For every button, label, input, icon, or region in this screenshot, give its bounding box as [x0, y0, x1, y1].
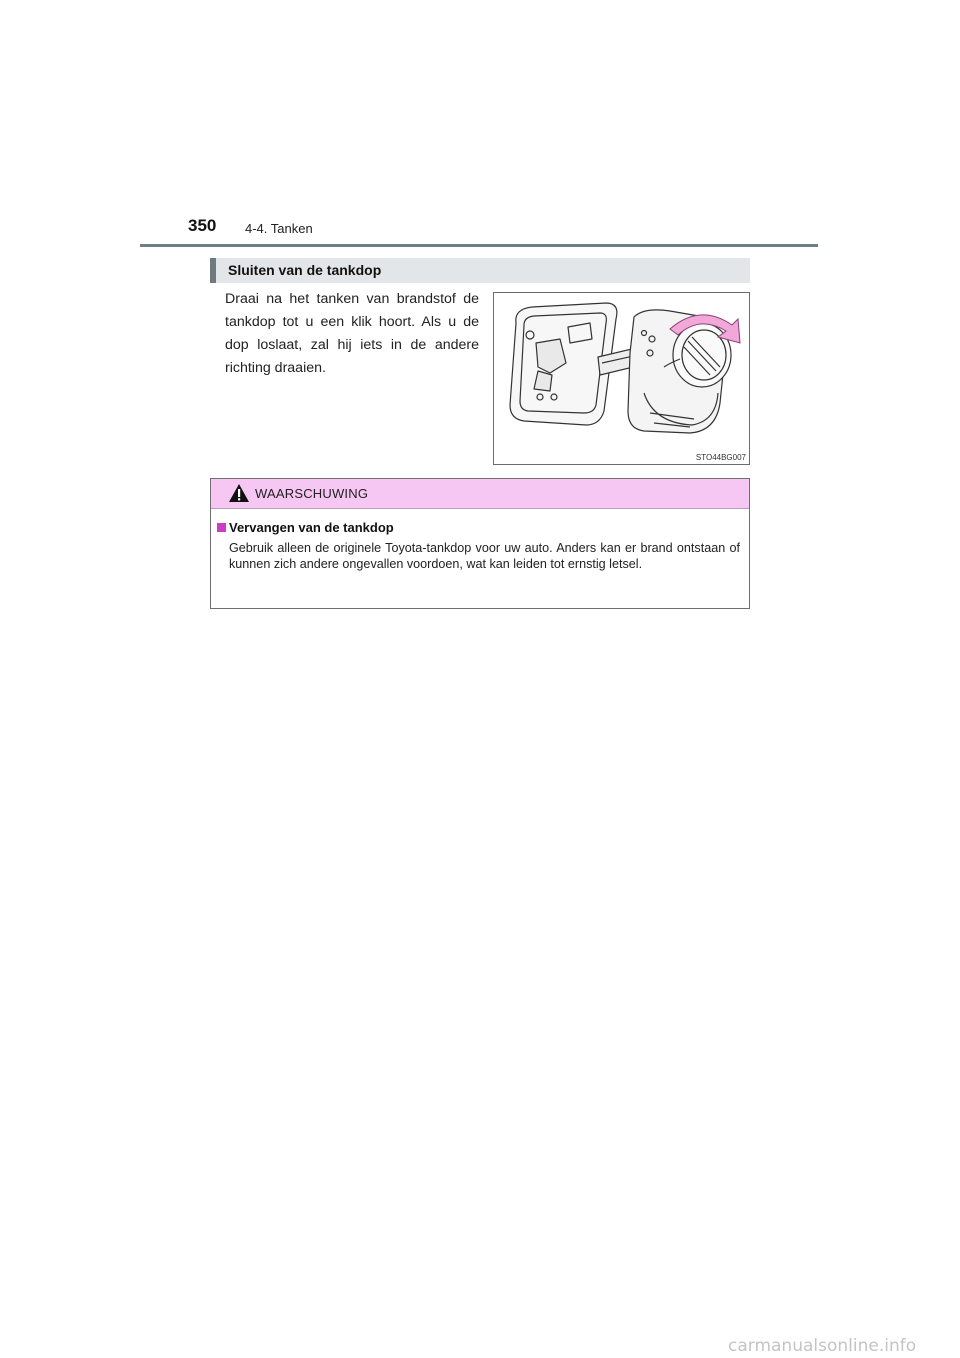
warning-item-text: Gebruik alleen de originele Toyota-tankdop voor uw auto. Anders kan er brand ontstaan of kunnen zich andere ongevallen voordoen, wat kan leiden tot ernstig letsel. — [229, 541, 740, 571]
header-divider — [140, 244, 818, 247]
figure-code: STO44BG007 — [695, 453, 746, 462]
watermark: carmanualsonline.info — [728, 1336, 917, 1356]
warning-title: WAARSCHUWING — [255, 486, 369, 501]
fuel-door-drawing — [494, 293, 749, 464]
square-bullet-icon — [217, 523, 226, 532]
section-title: Sluiten van de tankdop — [228, 262, 382, 278]
section-heading-bar — [210, 258, 750, 283]
warning-item-title: Vervangen van de tankdop — [229, 520, 394, 535]
instruction-text: Draai na het tanken van brandstof de tankdop tot u een klik hoort. Als u de dop loslaat, zal hij iets in de andere richting draaien. — [225, 291, 479, 376]
warning-box — [210, 478, 750, 609]
warning-header — [211, 479, 749, 509]
fuel-cap-illustration — [493, 292, 750, 465]
warning-triangle-icon — [228, 483, 250, 503]
page-number: 350 — [188, 216, 217, 235]
section-reference: 4-4. Tanken — [245, 221, 313, 236]
